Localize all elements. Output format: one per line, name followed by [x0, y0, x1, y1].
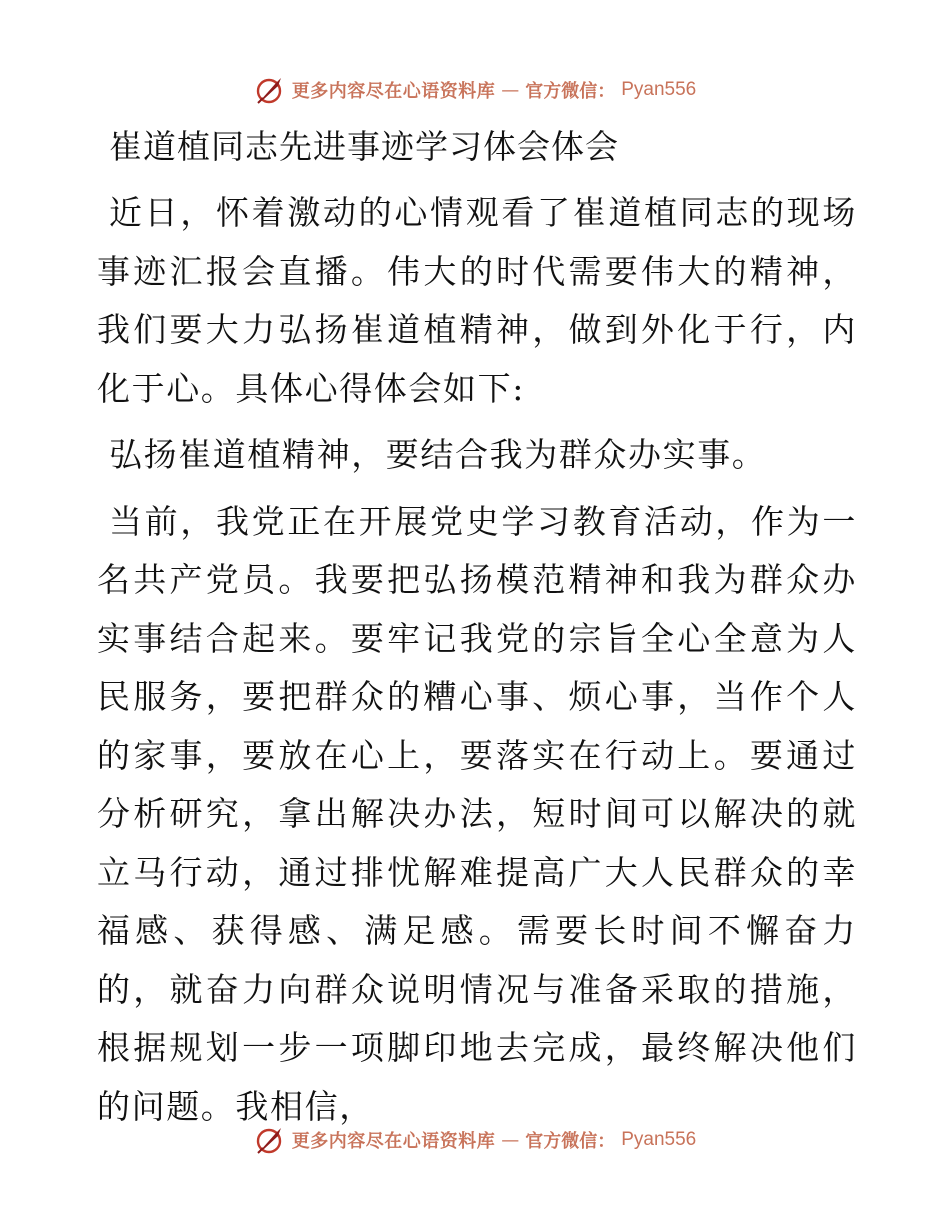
- watermark-text: 更多内容尽在心语资料库: [291, 81, 496, 102]
- watermark-separator: —: [501, 79, 520, 101]
- paragraph-intro: 近日，怀着激动的心情观看了崔道植同志的现场事迹汇报会直播。伟大的时代需要伟大的精神，我们要大力弘扬崔道植精神，做到外化于行，内化于心。具体心得体会如下:: [97, 193, 857, 408]
- footer-watermark: [0, 1120, 950, 1160]
- paragraph-heading: 弘扬崔道植精神，要结合我为群众办实事。: [109, 435, 767, 474]
- quill-pen-logo-icon: [254, 74, 286, 106]
- watermark-wechat-label: 官方微信：: [525, 81, 616, 102]
- watermark-text: 更多内容尽在心语资料库: [291, 1131, 496, 1152]
- document-title: 崔道植同志先进事迹学习体会体会: [109, 127, 619, 166]
- quill-pen-logo-icon: [254, 1124, 286, 1156]
- watermark-wechat-id: Pyan556: [621, 1129, 697, 1150]
- watermark-wechat-id: Pyan556: [621, 79, 697, 100]
- watermark-separator: —: [501, 1129, 520, 1151]
- watermark-wechat-label: 官方微信：: [525, 1131, 616, 1152]
- header-watermark: [0, 70, 950, 110]
- document-body: [97, 118, 857, 1136]
- paragraph-body: 当前，我党正在开展党史学习教育活动，作为一名共产党员。我要把弘扬模范精神和我为群众办实事结合起来。要牢记我党的宗旨全心全意为人民服务，要把群众的糟心事、烦心事，当作个人的家事，要放在心上，要落实在行动上。要通过分析研究，拿出解决办法，短时间可以解决的就立马行动，通过排忧解难提高广大人民群众的幸福感、获得感、满足感。需要长时间不懈奋力的，就奋力向群众说明情况与准备采取的措施，根据规划一步一项脚印地去完成，最终解决他们的问题。我相信，: [97, 501, 857, 1126]
